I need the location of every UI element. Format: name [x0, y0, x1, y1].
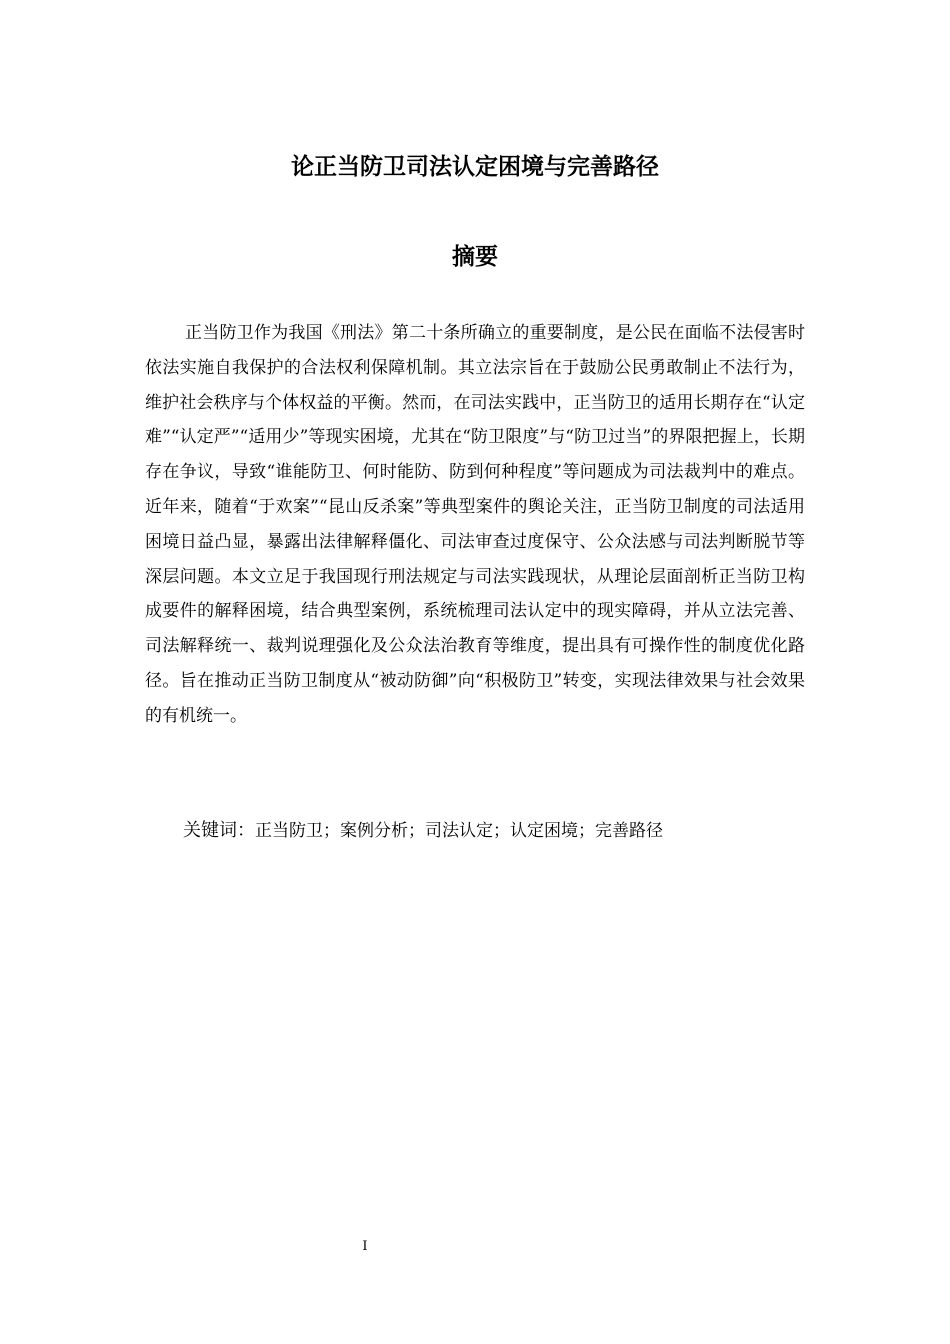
abstract-heading: 摘要 — [452, 244, 498, 270]
paper-title: 论正当防卫司法认定困境与完善路径 — [291, 154, 659, 180]
page-number: I — [362, 1239, 368, 1254]
keywords-text: 正当防卫；案例分析；司法认定；认定困境；完善路径 — [255, 821, 663, 841]
keywords-line — [183, 816, 823, 846]
keywords-label: 关键词： — [183, 820, 255, 841]
abstract-body: 正当防卫作为我国《刑法》第二十条所确立的重要制度，是公民在面临不法侵害时依法实施自我保护的合法权利保障机制。其立法宗旨在于鼓励公民勇敢制止不法行为，维护社会秩序与个体权益的平衡。然而，在司法实践中，正当防卫的适用长期存在“认定难”“认定严”“适用少”等现实困境，尤其在“防卫限度”与“防卫过当”的界限把握上，长期存在争议，导致“谁能防卫、何时能防、防到何种程度”等问题成为司法裁判中的难点。近年来，随着“于欢案”“昆山反杀案”等典型案件的舆论关注，正当防卫制度的司法适用困境日益凸显，暴露出法律解释僵化、司法审查过度保守、公众法感与司法判断脱节等深层问题。本文立足于我国现行刑法规定与司法实践现状，从理论层面剖析正当防卫构成要件的解释困境，结合典型案例，系统梳理司法认定中的现实障碍，并从立法完善、司法解释统一、裁判说理强化及公众法治教育等维度，提出具有可操作性的制度优化路径。旨在推动正当防卫制度从“被动防御”向“积极防卫”转变，实现法律效果与社会效果的有机统一。 — [145, 323, 805, 726]
